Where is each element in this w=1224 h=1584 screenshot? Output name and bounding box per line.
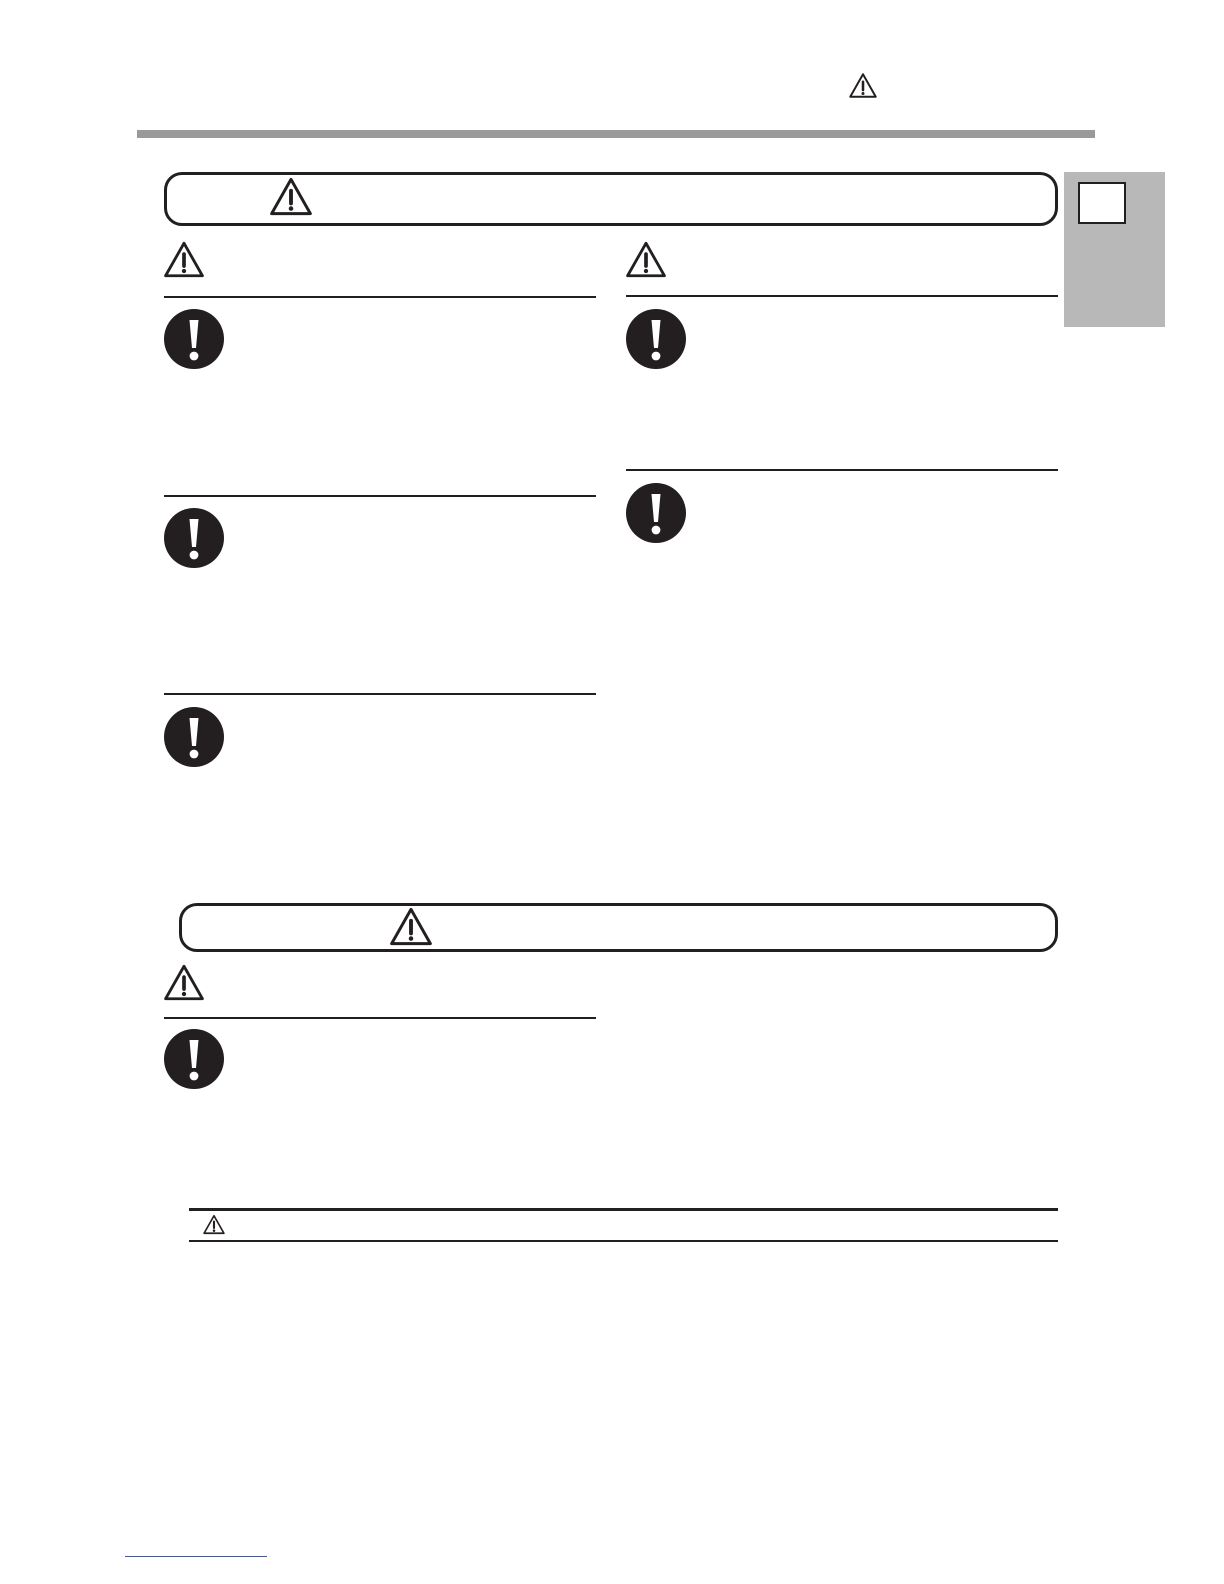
left-column-warning-icon <box>162 240 206 279</box>
note-bar-warning-icon <box>202 1214 226 1235</box>
banner-2-warning-icon <box>388 906 434 947</box>
left-column-rule-3 <box>164 693 596 695</box>
left-column-rule-1 <box>164 296 596 298</box>
mandatory-icon-left-3 <box>164 707 224 767</box>
header-warning-icon <box>848 72 878 99</box>
mandatory-icon-left-1 <box>164 309 224 369</box>
section-2-warning-icon <box>162 963 206 1002</box>
chapter-side-tab <box>1064 172 1165 327</box>
header-rule <box>137 130 1095 138</box>
mandatory-icon-right-1 <box>626 309 686 369</box>
left-column-rule-2 <box>164 495 596 497</box>
chapter-tab-box <box>1078 182 1126 224</box>
note-bar-top-rule <box>189 1208 1058 1211</box>
section-banner-2 <box>179 903 1058 952</box>
right-column-rule-1 <box>626 295 1058 297</box>
mandatory-icon-section-2 <box>164 1029 224 1089</box>
footer-link-underline[interactable] <box>125 1556 267 1557</box>
mandatory-icon-left-2 <box>164 508 224 568</box>
mandatory-icon-right-2 <box>626 483 686 543</box>
banner-1-warning-icon <box>268 176 314 217</box>
right-column-rule-2 <box>626 469 1058 471</box>
section-2-rule <box>164 1017 596 1019</box>
note-bar-bottom-rule <box>189 1240 1058 1242</box>
right-column-warning-icon <box>624 240 668 279</box>
